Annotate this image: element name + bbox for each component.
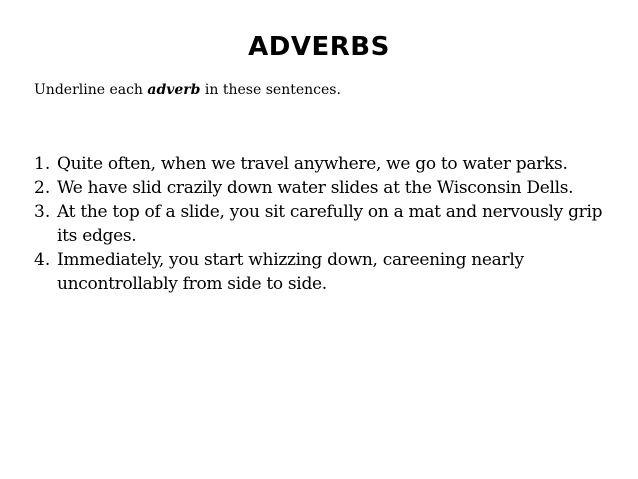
sentence-text: At the top of a slide, you sit carefully on a mat and nervously grip its edges. — [57, 202, 603, 246]
sentence-number: 4. — [34, 250, 51, 270]
sentence-item — [34, 152, 614, 176]
sentence-item — [34, 248, 614, 296]
instructions — [34, 80, 341, 100]
sentence-text: Quite often, when we travel anywhere, we go to water parks. — [57, 154, 568, 174]
sentence-text: We have slid crazily down water slides at the Wisconsin Dells. — [57, 178, 574, 198]
sentence-number: 3. — [34, 202, 51, 222]
instructions-before: Underline each — [34, 82, 148, 98]
slide-title: ADVERBS — [248, 32, 390, 62]
instructions-emphasis: adverb — [147, 82, 201, 98]
sentence-number: 1. — [34, 154, 51, 174]
sentence-text: Immediately, you start whizzing down, careening nearly uncontrollably from side to side. — [57, 250, 524, 294]
sentence-number: 2. — [34, 178, 51, 198]
sentence-item — [34, 176, 614, 200]
instructions-after: in these sentences. — [200, 82, 341, 98]
sentence-item — [34, 200, 614, 248]
sentence-list — [34, 152, 614, 296]
